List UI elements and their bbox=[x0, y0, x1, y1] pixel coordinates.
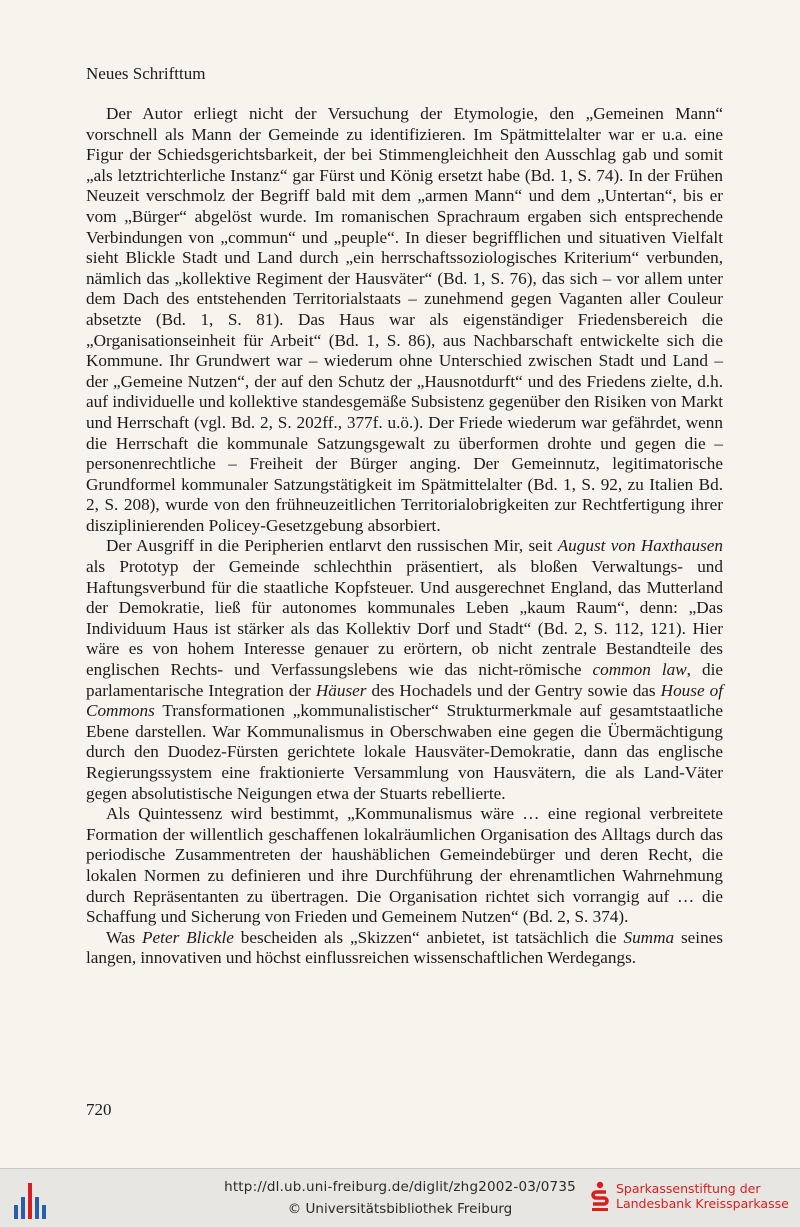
italic-run: Summa bbox=[623, 927, 675, 947]
text-run: , die parlamentarische Integration der bbox=[86, 660, 723, 700]
italic-run: August von Haxthausen bbox=[557, 536, 723, 556]
footer-copyright: © Universitätsbibliothek Freiburg bbox=[287, 1201, 513, 1217]
sponsor-line-1: Sparkassenstiftung der bbox=[616, 1181, 761, 1196]
footer-url-link[interactable]: http://dl.ub.uni-freiburg.de/diglit/zhg2002-03/0735 bbox=[224, 1179, 576, 1195]
paragraph-3: Als Quintessenz wird bestimmt, „Kommunalismus wäre … eine regional verbreitete Formation der willentlich geschaffenen lokalräumlichen Organisation des Alltags durch das periodische Zusammentreten der haushäblichen Gemeindebürger und deren Recht, die lokalen Normen zu definieren und ihre Durchführung der ehrenamtlichen Wahrnehmung durch Repräsentanten zu übertragen. Die Organisation richtet sich vorrangig auf … die Schaffung und Sicherung von Frieden und Gemeinem Nutzen“ (Bd. 2, S. 374). bbox=[86, 804, 723, 927]
text-run: seines langen, innovativen und höchst einflussreichen wissenschaftlichen Werdegangs. bbox=[86, 927, 723, 968]
text-run: Was bbox=[106, 927, 143, 947]
paragraph-4 bbox=[86, 928, 723, 969]
text-run: Transformationen „kommunalistischer“ Strukturmerkmale auf gesamtstaatliche Ebene darstellen. War Kommunalismus in Oberschwaben eine gegen die Übermächtigung durch den Duodez-Fürsten gerichtete lokale Hausväter-Demokratie, dann das englische Regierungssystem eine fraktionierte Versammlung von Hausvätern, die als Land-Väter gegen absolutistische Neigungen etwa der Stuarts rebellierte. bbox=[86, 701, 723, 803]
italic-run: Häuser bbox=[315, 680, 367, 700]
text-run: als Prototyp der Gemeinde schlechthin präsentiert, als bloßen Verwaltungs- und Haftungsverbund für die staatliche Kopfsteuer. Und ausgerechnet England, das Mutterland der Demokratie, ließ für autonomes kommunales Leben „kaum Raum“, denn: „Das Individuum Haus ist stärker als das Kollektiv Dorf und Stadt“ (Bd. 2, S. 112, 121). Hier wäre es von hohem Interesse genauer zu erörtern, ob nicht zentrale Bestandteile des englischen Rechts- und Verfassungslebens wie das nicht-römische bbox=[86, 557, 723, 680]
paragraph-1: Der Autor erliegt nicht der Versuchung der Etymologie, den „Gemeinen Mann“ vorschnell als Mann der Gemeinde zu identifizieren. Im Spätmittelalter war er u.a. eine Figur der Schiedsgerichtsbarkeit, der bei Stimmengleichheit den Ausschlag gab und somit „als letztrichterliche Instanz“ gar Fürst und König ersetzt habe (Bd. 1, S. 74). In der Frühen Neuzeit verschmolz der Begriff bald mit dem „armen Mann“ und dem „Untertan“, bis er vom „Bürger“ abgelöst wurde. Im romanischen Sprachraum ergaben sich entsprechende Verbindungen von „commun“ und „peuple“. In dieser begrifflichen und situativen Vielfalt sieht Blickle Stadt und Land durch „ein herrschaftssoziologisches Kriterium“ verbunden, nämlich das „kollektive Regiment der Hausväter“ (Bd. 1, S. 76), das sich – vor allem unter dem Dach des entstehenden Territorialstaats – zunehmend gegen Vaganten aller Couleur absetzte (Bd. 1, S. 81). Das Haus war als eigenständiger Friedensbereich die „Organisationseinheit für Arbeit“ (Bd. 1, S. 86), aus Nachbarschaft entwickelte sich die Kommune. Ihr Grundwert war – wiederum ohne Unterschied zwischen Stadt und Land – der „Gemeine Nutzen“, der auf den Schutz der „Hausnotdurft“ und des Friedens zielte, d.h. auf individuelle und kollektive standesgemäße Subsistenz gegenüber den Risiken von Markt und Herrschaft (vgl. Bd. 2, S. 202ff., 377f. u.ö.). Der Friede wiederum war gefährdet, wenn die Herrschaft die kommunale Satzungsgewalt zu überformen drohte und gegen die – personenrechtliche – Freiheit der Bürger anging. Der Gemeinnutz, legitimatorische Grundformel kommunaler Satzungstätigkeit im Spätmittelalter (Bd. 1, S. 92, zu Italien Bd. 2, S. 208), wurde von den frühneuzeitlichen Territorialobrigkeiten zur Rechtfertigung ihrer disziplinierenden Policey-Gesetzgebung absorbiert. bbox=[86, 104, 723, 535]
sponsor-text bbox=[616, 1181, 789, 1211]
italic-run: common law bbox=[592, 660, 687, 680]
italic-run: House of Commons bbox=[86, 680, 723, 721]
italic-run: Peter Blickle bbox=[142, 927, 234, 947]
page-number: 720 bbox=[86, 1100, 112, 1119]
footer-bar bbox=[0, 1168, 800, 1227]
text-run: Der Ausgriff in die Peripherien entlarvt den russischen Mir, seit bbox=[106, 536, 558, 556]
text-run: des Hochadels und der Gentry sowie das bbox=[366, 680, 661, 700]
body-text bbox=[86, 104, 723, 969]
paragraph-2 bbox=[86, 536, 723, 804]
running-head: Neues Schrifttum bbox=[86, 64, 206, 83]
sparkasse-s-logo-icon bbox=[590, 1181, 610, 1213]
sponsor-line-2: Landesbank Kreissparkasse bbox=[616, 1196, 789, 1211]
text-run: bescheiden als „Skizzen“ anbietet, ist tatsächlich die bbox=[233, 927, 624, 947]
